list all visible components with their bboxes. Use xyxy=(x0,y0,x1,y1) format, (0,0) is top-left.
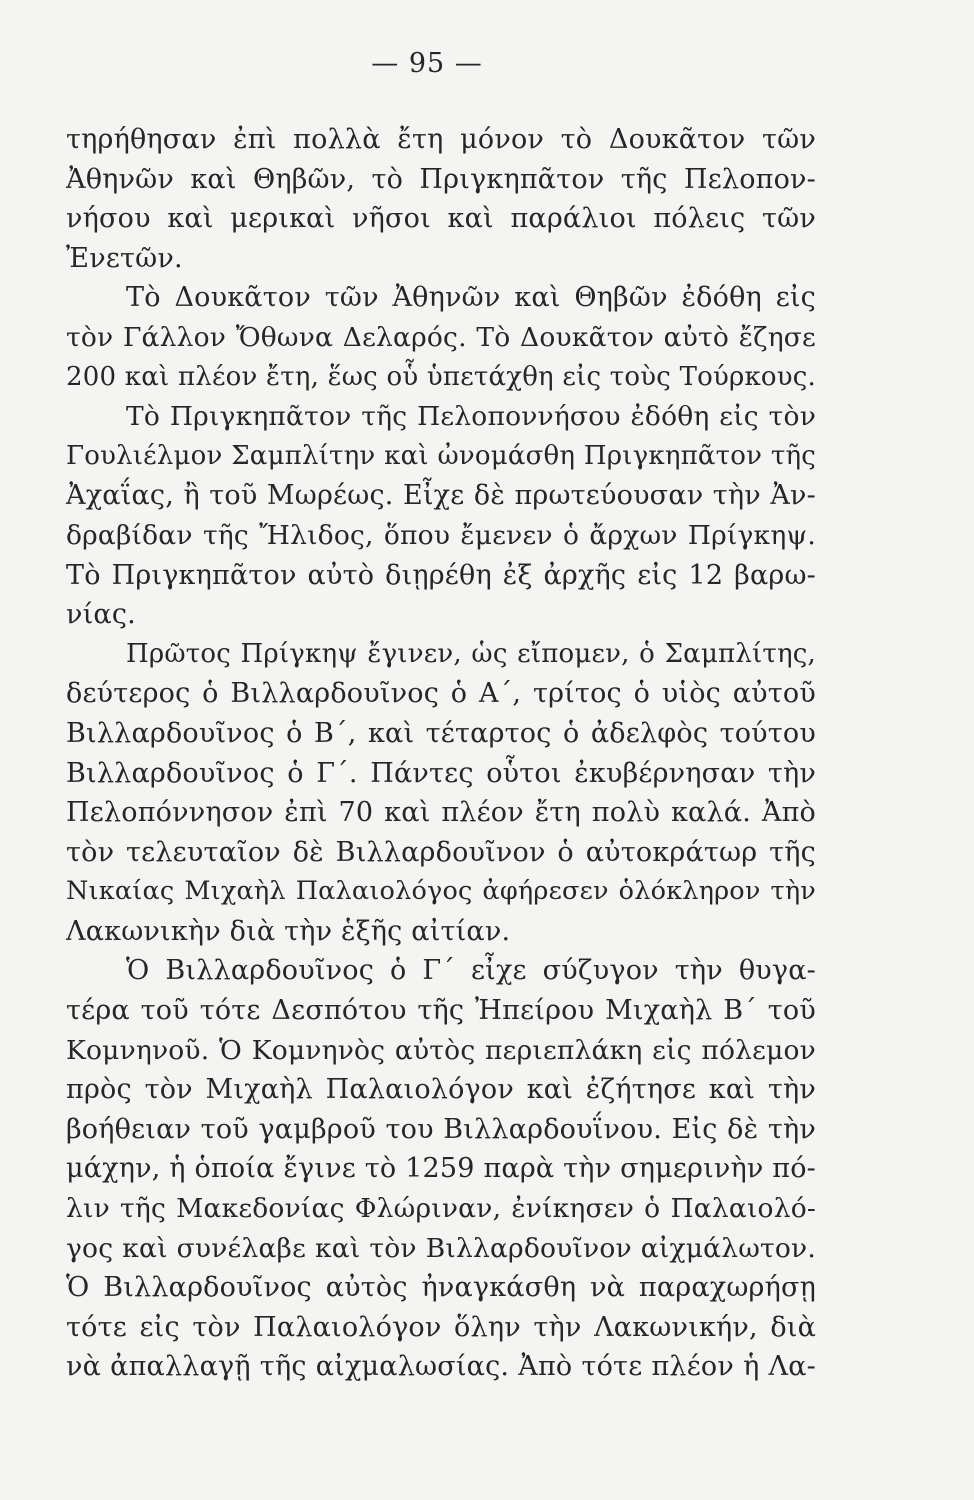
text-line: Γουλιέλμον Σαμπλίτην καὶ ὠνομάσθη Πριγκηπᾶτον τῆς xyxy=(66,440,816,471)
text-line: τὸν Γάλλον Ὄθωνα Δελαρός. Τὸ Δουκᾶτον αὐτὸ ἔζησε xyxy=(66,321,816,353)
text-line: δραβίδαν τῆς Ἤλιδος, ὅπου ἔμενεν ὁ ἄρχων Πρίγκηψ. xyxy=(66,519,816,551)
text-line: Τὸ Δουκᾶτον τῶν Ἀθηνῶν καὶ Θηβῶν ἐδόθη εἰς xyxy=(126,282,816,314)
text-line: μάχην, ἡ ὁποία ἔγινε τὸ 1259 παρὰ τὴν σημερινὴν πό- xyxy=(66,1153,816,1185)
text-line: Λακωνικὴν διὰ τὴν ἑξῆς αἰτίαν. xyxy=(66,915,511,947)
text-line: Κομνηνοῦ. Ὁ Κομνηνὸς αὐτὸς περιεπλάκη εἰς πόλεμον xyxy=(66,1034,816,1066)
text-line: Πελοπόννησον ἐπὶ 70 καὶ πλέον ἔτη πολὺ καλά. Ἀπὸ xyxy=(66,797,816,829)
body-text xyxy=(66,120,816,1387)
text-line: Τὸ Πριγκηπᾶτον αὐτὸ διῃρέθη ἐξ ἀρχῆς εἰς 12 βαρω- xyxy=(66,559,816,591)
text-line: νήσου καὶ μερικαὶ νῆσοι καὶ παράλιοι πόλεις τῶν xyxy=(66,203,816,235)
text-line: Πρῶτος Πρίγκηψ ἔγινεν, ὡς εἴπομεν, ὁ Σαμπλίτης, xyxy=(126,638,816,669)
text-line: Ὁ Βιλλαρδουῖνος αὐτὸς ἠναγκάσθη νὰ παραχωρήσῃ xyxy=(66,1272,816,1304)
text-line: Ἀθηνῶν καὶ Θηβῶν, τὸ Πριγκηπᾶτον τῆς Πελοπον- xyxy=(66,163,816,195)
text-line: Βιλλαρδουῖνος ὁ Γ΄. Πάντες οὗτοι ἐκυβέρνησαν τὴν xyxy=(66,757,816,789)
text-line: λιν τῆς Μακεδονίας Φλώριναν, ἐνίκησεν ὁ Παλαιολό- xyxy=(66,1193,816,1225)
text-line: 200 καὶ πλέον ἔτη, ἕως οὗ ὑπετάχθη εἰς τοὺς Τούρκους. xyxy=(66,361,816,392)
text-line: νίας. xyxy=(66,599,136,631)
text-line: γος καὶ συνέλαβε καὶ τὸν Βιλλαρδουῖνον αἰχμάλωτον. xyxy=(66,1232,816,1264)
text-line: βοήθειαν τοῦ γαμβροῦ του Βιλλαρδουΐνου. Εἰς δὲ τὴν xyxy=(66,1113,816,1145)
text-line: νὰ ἀπαλλαγῇ τῆς αἰχμαλωσίας. Ἀπὸ τότε πλέον ἡ Λα- xyxy=(66,1351,816,1383)
text-line: Ὁ Βιλλαρδουῖνος ὁ Γ΄ εἶχε σύζυγον τὴν θυγα- xyxy=(126,955,816,987)
text-line: Βιλλαρδουῖνος ὁ Β΄, καὶ τέταρτος ὁ ἀδελφὸς τούτου xyxy=(66,717,816,749)
text-line: πρὸς τὸν Μιχαὴλ Παλαιολόγον καὶ ἐζήτησε καὶ τὴν xyxy=(66,1074,816,1106)
page-number: — 95 — xyxy=(371,48,483,79)
text-line: Ἀχαΐας, ἢ τοῦ Μωρέως. Εἶχε δὲ πρωτεύουσαν τὴν Ἀν- xyxy=(66,480,816,512)
text-line: τέρα τοῦ τότε Δεσπότου τῆς Ἠπείρου Μιχαὴλ Β΄ τοῦ xyxy=(66,995,816,1027)
text-line: τὸν τελευταῖον δὲ Βιλλαρδουῖνον ὁ αὐτοκράτωρ τῆς xyxy=(66,836,816,868)
text-line: δεύτερος ὁ Βιλλαρδουῖνος ὁ Α΄, τρίτος ὁ υἱὸς αὐτοῦ xyxy=(66,678,816,710)
text-line: τηρήθησαν ἐπὶ πολλὰ ἔτη μόνον τὸ Δουκᾶτον τῶν xyxy=(66,124,816,155)
text-line: τότε εἰς τὸν Παλαιολόγον ὅλην τὴν Λακωνικήν, διὰ xyxy=(66,1311,816,1343)
text-line: Ἐνετῶν. xyxy=(66,242,183,274)
text-line: Τὸ Πριγκηπᾶτον τῆς Πελοποννήσου ἐδόθη εἰς τὸν xyxy=(126,401,816,433)
text-line: Νικαίας Μιχαὴλ Παλαιολόγος ἀφήρεσεν ὁλόκληρον τὴν xyxy=(66,876,816,907)
